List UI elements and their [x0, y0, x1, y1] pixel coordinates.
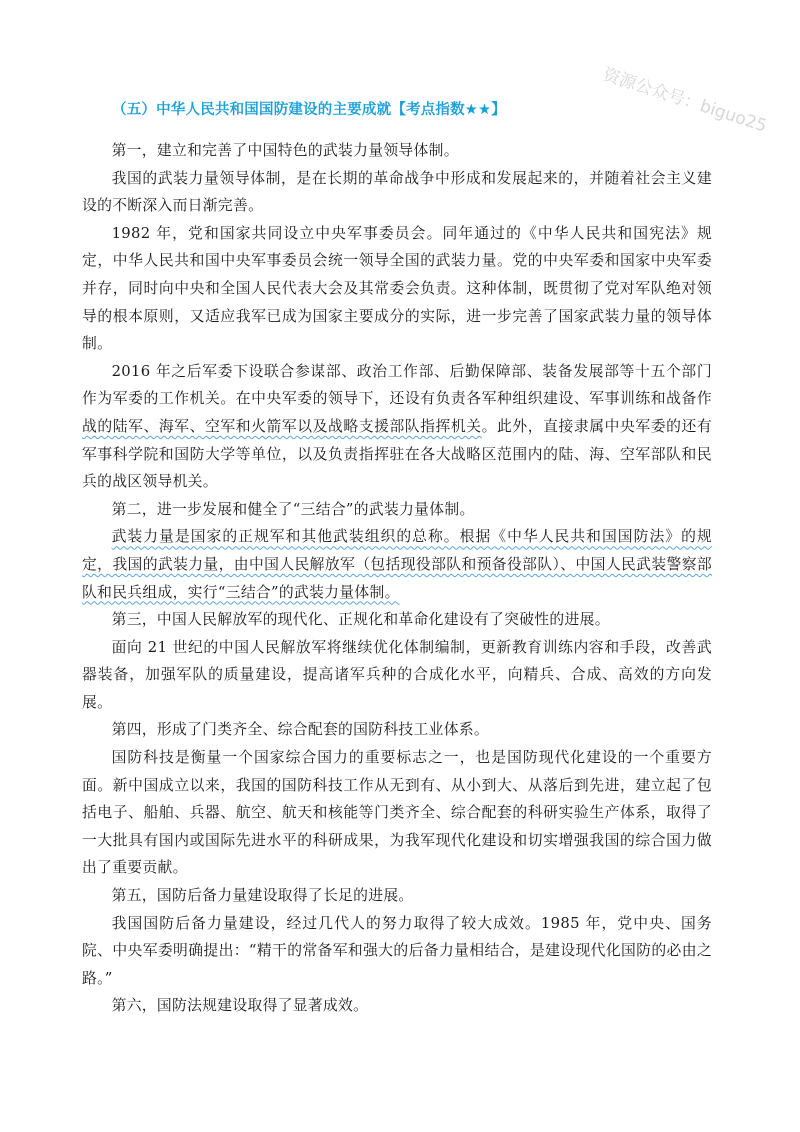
paragraph-7: 第三，中国人民解放军的现代化、正规化和革命化建设有了突破性的进展。 [111, 611, 610, 629]
paragraph-4-text-a: 2016 年之后军委下设联合参谋部、政治工作部、后勤保障部、装备发展部等十五个部门作为军委的工作机关。在中央军委的领导下，还设有负责各军种组织建设、军事训练和战备作 [82, 362, 712, 408]
paragraph-9: 第四，形成了门类齐全、综合配套的国防科技工业体系。 [111, 721, 490, 739]
paragraph-4 [82, 358, 712, 496]
page-content [82, 98, 712, 1020]
paragraph-12: 我国国防后备力量建设，经过几代人的努力取得了较大成效。1985 年，党中央、国务院、中央军委明确提出：“精干的常备军和强大的后备力量相结合，是建设现代化国防的必由之路。” [82, 914, 712, 987]
paragraph-8: 面向 21 世纪的中国人民解放军将继续优化体制编制，更新教育训练内容和手段，改善武器装备，加强军队的质量建设，提高诸军兵种的合成化水平，向精兵、合成、高效的方向发展。 [82, 638, 712, 711]
key-point-rating: 【考点指数★★】 [391, 102, 506, 118]
section-heading-title: （五）中华人民共和国国防建设的主要成就 [112, 102, 392, 118]
paragraph-10: 国防科技是衡量一个国家综合国力的重要标志之一，也是国防现代化建设的一个重要方面。新中国成立以来，我国的国防科技工作从无到有、从小到大、从落后到先进，建立起了包括电子、船舶、兵器、航空、航天和核能等门类齐全、综合配套的科研实验生产体系，取得了一大批具有国内或国际先进水平的科研成果，为我军现代化建设和切实增强我国的综合国力做出了重要贡献。 [82, 749, 712, 877]
paragraph-13: 第六，国防法规建设取得了显著成效。 [111, 997, 369, 1015]
paragraph-5: 第二，进一步发展和健全了“三结合”的武装力量体制。 [111, 500, 475, 518]
paragraph-3: 1982 年，党和国家共同设立中央军事委员会。同年通过的《中华人民共和国宪法》规定，中华人民共和国中央军事委员会统一领导全国的武装力量。党的中央军委和国家中央军委并存，同时向中央和全国人民代表大会及其常委会负责。这种体制，既贯彻了党对军队绝对领导的根本原则，又适应我军已成为国家主要成分的实际，进一步完善了国家武装力量的领导体制。 [82, 224, 712, 353]
watermark: 资源公众号：biguo25 [600, 64, 770, 137]
paragraph-2: 我国的武装力量领导体制，是在长期的革命战争中形成和发展起来的，并随着社会主义建设的不断深入而日渐完善。 [82, 169, 712, 215]
paragraph-6-highlight: 武装力量是国家的正规军和其他武装组织的总称。根据《中华人民共和国国防法》的规定，我国的武装力量，由中国人民解放军（包括现役部队和预备役部队）、中国人民武装警察部队和民兵组成，实行“三结合”的武装力量体制。 [82, 528, 712, 601]
paragraph-6 [82, 523, 712, 606]
paragraph-4-highlight: 战的陆军、海军、空军和火箭军以及战略支援部队指挥机关 [82, 417, 482, 435]
paragraph-1: 第一，建立和完善了中国特色的武装力量领导体制。 [111, 142, 459, 159]
paragraph-11: 第五，国防后备力量建设取得了长足的进展。 [111, 887, 414, 905]
paragraph-4-text-c: 。此外，直接隶属中央军委的还有军事科学院和国防大学等单位，以及负责指挥驻在各大战略区范围内的陆、海、空军部队和民兵的战区领导机关。 [82, 417, 712, 491]
section-heading [112, 98, 712, 119]
